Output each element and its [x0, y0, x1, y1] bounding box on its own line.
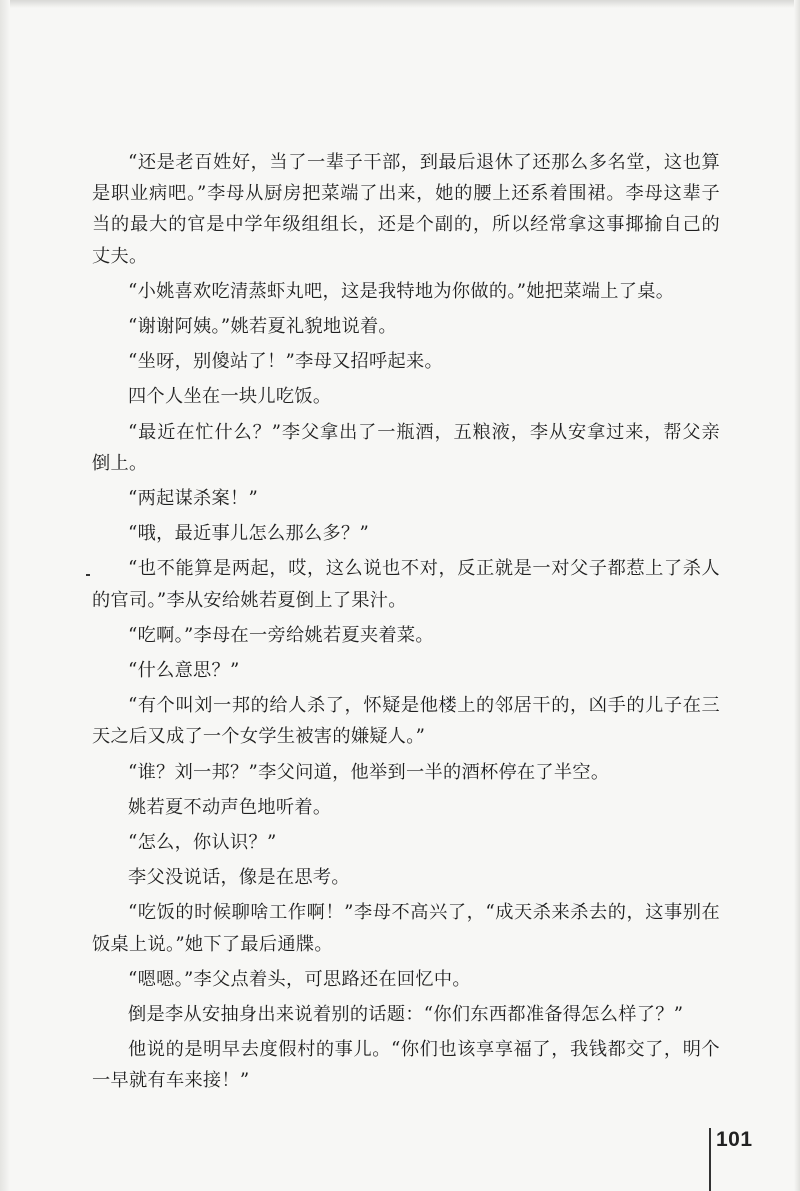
paragraph-8: “哦，最近事儿怎么那么多？”	[128, 523, 370, 545]
paragraph-12: “有个叫刘一邦的给人杀了，怀疑是他楼上的邻居干的，凶手的儿子在三天之后又成了一个女学生被害的嫌疑人。”	[92, 695, 720, 748]
paragraph-20: 他说的是明早去度假村的事儿。“你们也该享享福了，我钱都交了，明个一早就有车来接！”	[92, 1039, 720, 1092]
page-edge-right	[794, 0, 800, 1191]
paragraph-14: 姚若夏不动声色地听着。	[128, 796, 332, 818]
paragraph-19: 倒是李从安抽身出来说着别的话题：“你们东西都准备得怎么样了？”	[128, 1004, 684, 1026]
page-edge-top	[0, 0, 800, 8]
paragraph-11: “什么意思？”	[128, 660, 240, 682]
paragraph-3: “谢谢阿姨。”姚若夏礼貌地说着。	[128, 316, 397, 338]
body-text	[92, 147, 720, 1097]
paragraph-9: “也不能算是两起，哎，这么说也不对，反正就是一对父子都惹上了杀人的官司。”李从安给姚若夏倒上了果汁。	[92, 558, 720, 611]
paragraph-13: “谁？刘一邦？”李父问道，他举到一半的酒杯停在了半空。	[128, 761, 610, 783]
paragraph-6: “最近在忙什么？”李父拿出了一瓶酒，五粮液，李从安拿过来，帮父亲倒上。	[92, 421, 720, 474]
paragraph-17: “吃饭的时候聊啥工作啊！”李母不高兴了，“成天杀来杀去的，这事别在饭桌上说。”她下了最后通牒。	[92, 902, 720, 955]
print-mark	[86, 574, 90, 576]
paragraph-15: “怎么，你认识？”	[128, 832, 277, 854]
paragraph-18: “嗯嗯。”李父点着头，可思路还在回忆中。	[128, 968, 471, 990]
page-edge-left	[0, 0, 10, 1191]
paragraph-16: 李父没说话，像是在思考。	[128, 867, 350, 889]
page-number: 101	[716, 1128, 753, 1151]
page-number-rule	[709, 1128, 711, 1191]
paragraph-4: “坐呀，别傻站了！”李母又招呼起来。	[128, 351, 443, 373]
paragraph-7: “两起谋杀案！”	[128, 488, 259, 510]
paragraph-1: “还是老百姓好，当了一辈子干部，到最后退休了还那么多名堂，这也算是职业病吧。”李母从厨房把菜端了出来，她的腰上还系着围裙。李母这辈子当的最大的官是中学年级组组长，还是个副的，所以经常拿这事揶揄自己的丈夫。	[92, 152, 720, 267]
paragraph-5: 四个人坐在一块儿吃饭。	[128, 386, 332, 408]
paragraph-2: “小姚喜欢吃清蒸虾丸吧，这是我特地为你做的。”她把菜端上了桌。	[128, 280, 675, 302]
paragraph-10: “吃啊。”李母在一旁给姚若夏夹着菜。	[128, 624, 434, 646]
